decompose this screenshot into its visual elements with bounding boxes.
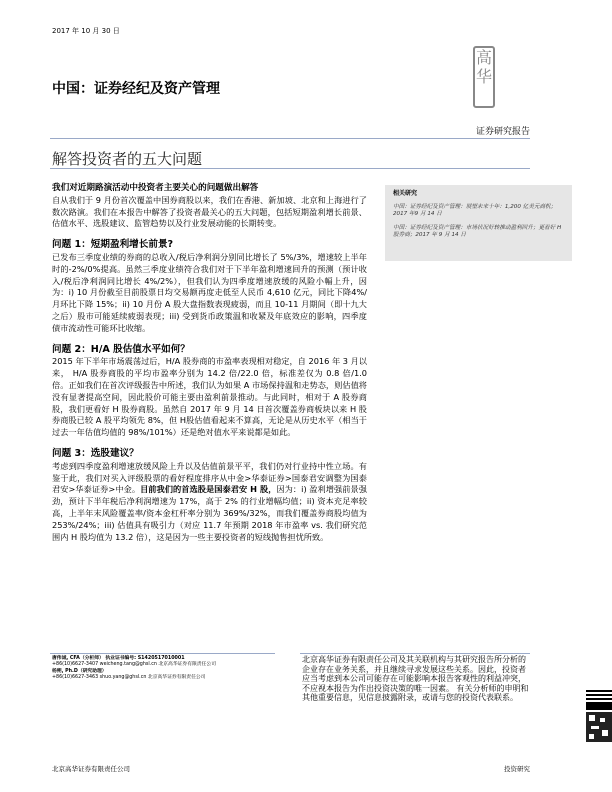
- sector-title: 中国：证券经纪及资产管理: [52, 81, 220, 97]
- question-3-text: [52, 461, 367, 544]
- report-type: 证券研究报告: [475, 127, 530, 137]
- related-heading: 相关研究: [393, 190, 418, 197]
- related-research-box: [385, 185, 572, 261]
- main-body: [52, 183, 367, 543]
- analyst-info: [52, 656, 216, 681]
- divider: [50, 168, 530, 169]
- related-link[interactable]: 中国：证券经纪及资产管理：市场状况好转推动盈利回升；更看好 H股券商；2017 年 9 月 14 日: [393, 225, 562, 238]
- question-2-heading: 问题 2：H/A 股估值水平如何？: [52, 343, 190, 355]
- text: 因为：i) 盈利增强前景强劲，预计下半年税后净利润增速为 17%，高于 2% 的行业增幅均值；ii) 资本充足率较高，上半年末风险覆盖率/资本金杠杆率分别为 369%/32%，而我们覆盖券商股均值为 253%/24%；iii) 估值具有吸引力（对应 11.7 年预期 2018 年市盈率 vs. 我们研究范围内 H 股均值为 13.2 倍），这是因为一些主要投资者的短线抛售担忧所致。: [52, 484, 367, 542]
- footer-company: 北京高华证券有限责任公司: [52, 765, 130, 773]
- question-1-text: 已发布三季度业绩的券商的总收入/税后净利润分别同比增长了 5%/3%，增速较上半年时的-2%/0%提高。虽然三季度业绩符合我们对于下半年盈利增速回升的预测（预计收入/税后净利润同比增长 4%/2%），但我们认为四季度增速放缓的风险小幅上升，因为：i) 10 月份截至目前股票日均交易额再度走低至人民币 4,610 亿元，同比下降4%/月环比下降 15%；ii) 10 月份 A 股大盘指数表现疲弱，而且 10-11 月期间（即十九大之后）股市可能延续疲弱表现；iii) 受到货币政策温和收紧及年底效应的影响，四季度债市流动性可能环比收缩。: [52, 251, 367, 333]
- disclaimer: 北京高华证券有限责任公司及其关联机构与其研究报告所分析的企业存在业务关系，并且继续寻求发展这些关系。因此，投资者应当考虑到本公司可能存在可能影响本报告客观性的利益冲突，不应视本报告为作出投资决策的唯一因素。 有关分析师的申明和其他重要信息，见信息披露附录，或请与您的投资代表联系。: [302, 655, 529, 703]
- summary-text: 自从我们于 9 月份首次覆盖中国券商股以来，我们在香港、新加坡、北京和上海进行了数次路演。我们在本报告中解答了投资者最关心的五大问题，包括短期盈利增长前景、估值水平、选股建议、监管趋势以及行业发展动能的长期转变。: [52, 194, 367, 229]
- question-3-heading: 问题 3：选股建议？: [52, 447, 139, 459]
- summary-heading: 我们对近期路演活动中投资者主要关心的问题做出解答: [52, 183, 259, 193]
- top-pick-text: 目前我们的首选股是国泰君安 H 股，: [140, 484, 277, 495]
- footer-label: 投资研究: [504, 765, 530, 773]
- report-title: 解答投资者的五大问题: [52, 150, 203, 168]
- qr-code-icon: [586, 690, 612, 750]
- analyst-name: 唐伟诚, CFA（分析师）: [52, 656, 104, 661]
- analyst-name: 杨朔, Ph.D（研究助理）: [52, 668, 107, 674]
- company-logo: 高 华: [473, 46, 495, 108]
- question-2-text: 2015 年下半年市场震荡过后，H/A 股券商的市盈率表现相对稳定，自 2016 年 3 月以来， H/A 股券商股的平均市盈率分别为 14.2 倍/22.0 倍，标准差仅为 0.8 倍/1.0 倍。正如我们在首次评级报告中所述，我们认为如果 A 市场保持温和走势态，则估值将没有显著提高空间，因此股价可能主要由盈利前景推动。与此同时，相对于 A 股券商股，我们更看好 H 股券商股。虽然自 2017 年 9 月 14 日首次覆盖券商板块以来 H 股券商股已较 A 股平均领先 8%，但 H股估值看起来不算高，无论是从历史水平（相当于过去一年估值均值的 98%/101%）还是绝对值水平来说都是如此。: [52, 356, 367, 438]
- analyst-contact: +86(10)6627-3463 shuo.yang@ghsl.cn 北京高华证券有限责任公司: [52, 674, 206, 680]
- text: 考虑到四季度盈利增速放缓风险上升以及估值前景平平，我们仍对行业持中性立场。有鉴于此，我们对买入评级股票的看好程度排序从中金>华泰证券>国泰君安调整为国泰君安>华泰证券>中金。: [52, 460, 367, 495]
- report-date: 2017 年 10 月 30 日: [52, 27, 120, 35]
- divider: [50, 138, 530, 139]
- question-1-heading: 问题 1：短期盈利增长前景?: [52, 239, 174, 251]
- analyst-contact: +86(10)6627-3407 weicheng.tang@ghsl.cn 北京高华证券有限责任公司: [52, 662, 216, 668]
- divider: [50, 653, 275, 654]
- divider: [300, 653, 530, 654]
- related-link[interactable]: 中国：证券经纪及资产管理：展望未来十年：1,200 亿美元商机；2017 年9 月 14 日: [393, 204, 557, 217]
- analyst-cert: 执业证书编号: S1420517010001: [105, 656, 185, 661]
